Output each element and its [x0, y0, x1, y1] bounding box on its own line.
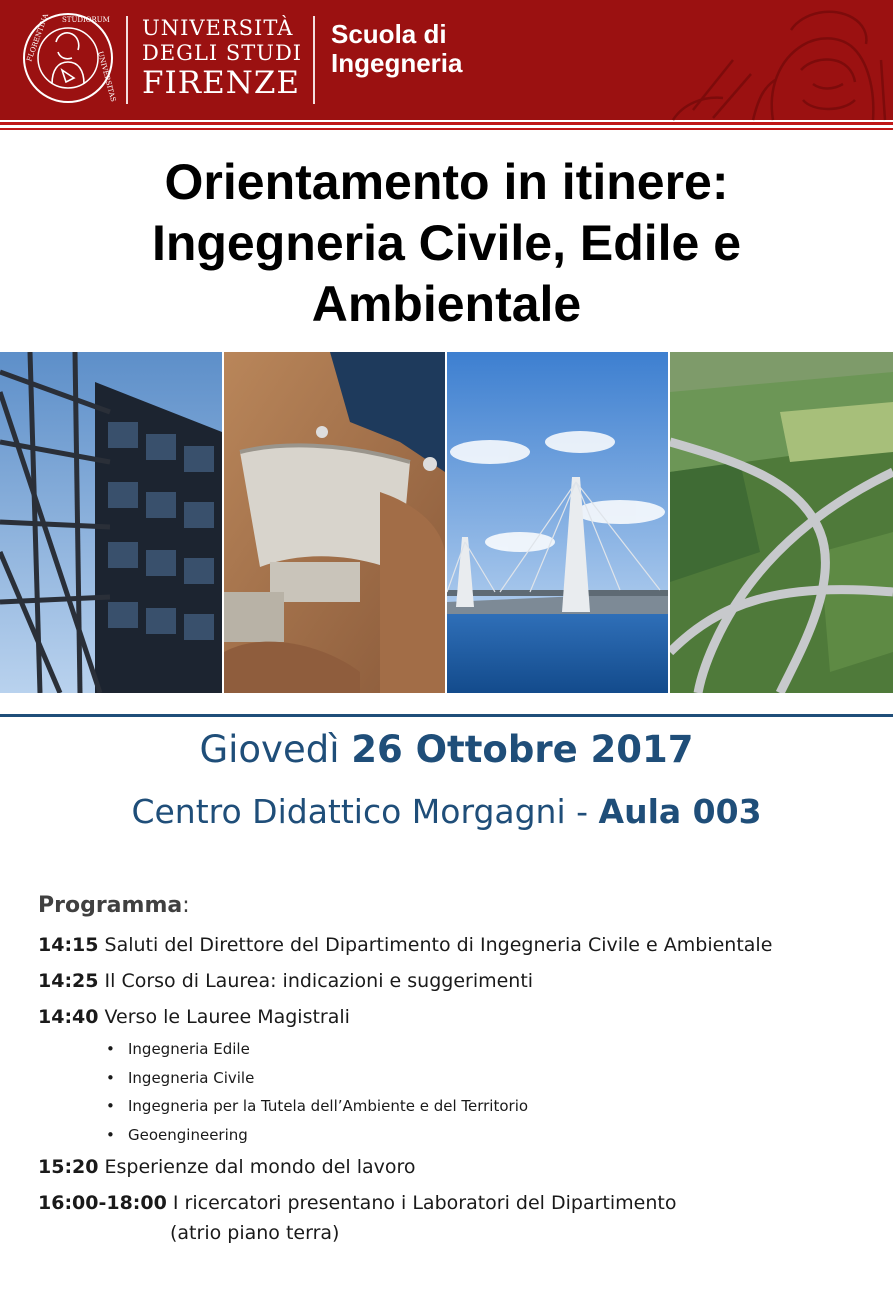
- program-item-time: 16:00-18:00: [38, 1192, 167, 1214]
- header-divider: [126, 16, 128, 104]
- bullet-icon: •: [106, 1040, 115, 1058]
- program-item-text: I ricercatori presentano i Laboratori del Dipartimento: [172, 1192, 677, 1214]
- magistrale-list-item: [106, 1126, 248, 1144]
- program-heading-label: Programma: [38, 893, 183, 918]
- event-venue-name: Centro Didattico Morgagni -: [131, 792, 589, 831]
- event-room: Aula 003: [598, 792, 762, 831]
- program-item: [38, 1192, 676, 1214]
- header-divider: [313, 16, 315, 104]
- program-item-time: 14:25: [38, 970, 99, 992]
- dam-photo: [224, 352, 445, 693]
- building-photo: [0, 352, 222, 693]
- magistrale-list-item: [106, 1040, 250, 1058]
- university-seal-logo: [22, 12, 118, 104]
- header-rule: [0, 128, 893, 130]
- school-name: [331, 20, 462, 78]
- program-item: [38, 934, 772, 956]
- highway-photo: [670, 352, 893, 693]
- program-item-text: Saluti del Direttore del Dipartimento di Ingegneria Civile e Ambientale: [104, 934, 773, 956]
- program-item: [38, 970, 533, 992]
- title-line-2: Ingegneria Civile, Edile e: [151, 215, 742, 271]
- title-line-3: Ambientale: [311, 276, 582, 332]
- program-item: [38, 1156, 416, 1178]
- title-line-1: Orientamento in itinere:: [164, 154, 729, 210]
- university-line-1: UNIVERSITÀ: [142, 16, 294, 40]
- university-line-2: DEGLI STUDI: [142, 41, 303, 65]
- program-item-text: Il Corso di Laurea: indicazioni e suggerimenti: [104, 970, 534, 992]
- svg-text:FLORENTINA: FLORENTINA: [25, 12, 51, 63]
- bridge-photo: [447, 352, 668, 693]
- program-item-time: 14:15: [38, 934, 99, 956]
- magistrale-name: Geoengineering: [128, 1126, 248, 1144]
- magistrale-name: Ingegneria Civile: [128, 1069, 255, 1087]
- svg-text:UNIVERSITAS: UNIVERSITAS: [96, 50, 118, 103]
- event-day: Giovedì: [199, 728, 340, 771]
- program-heading: [38, 893, 190, 918]
- program-item-time: 14:40: [38, 1006, 99, 1028]
- program-item-text: Esperienze dal mondo del lavoro: [104, 1156, 416, 1178]
- school-line-1: Scuola di: [331, 19, 447, 49]
- magistrale-list-item: [106, 1069, 254, 1087]
- program-item: [38, 1006, 350, 1028]
- program-item-continuation: (atrio piano terra): [170, 1222, 340, 1244]
- university-line-3: FIRENZE: [142, 65, 301, 101]
- section-divider: [0, 714, 893, 717]
- program-heading-colon: :: [182, 893, 190, 918]
- university-name: [142, 18, 302, 99]
- event-date: [0, 728, 893, 771]
- photo-strip: [0, 352, 893, 693]
- magistrale-name: Ingegneria per la Tutela dell’Ambiente e del Territorio: [128, 1097, 529, 1115]
- program-item-text: Verso le Lauree Magistrali: [104, 1006, 350, 1028]
- header-rule: [0, 122, 893, 125]
- page-title: [0, 152, 893, 335]
- magistrale-name: Ingegneria Edile: [128, 1040, 250, 1058]
- bullet-icon: •: [106, 1126, 115, 1144]
- bullet-icon: •: [106, 1097, 115, 1115]
- event-date-value: 26 Ottobre 2017: [351, 728, 694, 771]
- header-banner: [0, 0, 893, 120]
- bullet-icon: •: [106, 1069, 115, 1087]
- magistrale-list-item: [106, 1097, 528, 1115]
- school-line-2: Ingegneria: [331, 48, 463, 78]
- saint-portrait-decoration: [563, 0, 893, 120]
- svg-text:STUDIORUM: STUDIORUM: [62, 16, 110, 24]
- event-venue: [0, 792, 893, 831]
- program-item-time: 15:20: [38, 1156, 99, 1178]
